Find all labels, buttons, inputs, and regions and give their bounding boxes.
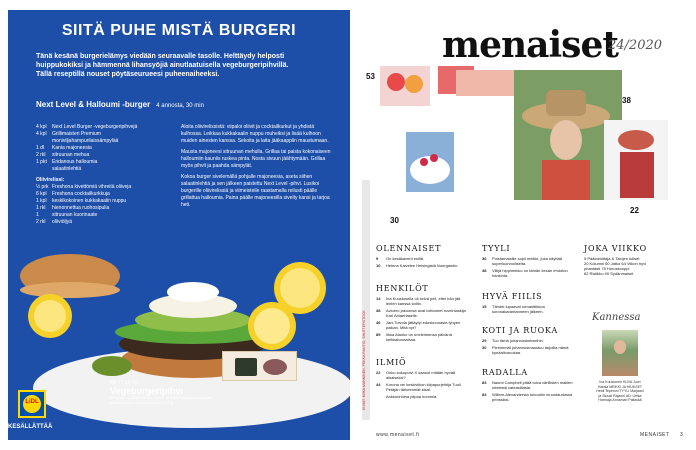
cover-credit: Ina Kuustonen KUVA Juuri Harala MEIKKI JA HIUKSET Heidi Teperoni TYYLI Marjaani ja Stuudi Rajaoni AD: Ulrika Harmaja Annamari Pallaskä [596,380,644,402]
entry-page: 29 [482,338,487,343]
ingredient [36,124,176,131]
ad-headline: SIITÄ PUHE MISTÄ BURGERI [61,22,297,39]
entry-page: 83 [482,380,487,385]
contents-entry[interactable] [376,256,472,261]
burger-photo [8,248,350,440]
entry-text: Viilijä hippimekko on tämän kesän ehdoton hankinta. [492,268,568,278]
section-koti-ja-ruoka [482,326,580,357]
entry-page: 89 [376,332,381,337]
entry-page: 84 [482,392,487,397]
ingredient-quantity: 1 [36,212,39,218]
ingredient-name: Kania majoneesia [52,145,92,151]
weekly-items [584,256,684,276]
ingredient-quantity: ½ prk [36,184,49,190]
method-step: Kokoa burger sivelemällä pohjalle majoneesia, aseta siihen salaatinlehtiä ja sen jälkeen paistettu Next Level -pihvi. Lusikoi burgerille oliivirelissiä ja viimeisteile raastamalla reilusti päälle grillattua halloumia. Paina päälle majoneesilla sivelty kansi ja tarjoa heti. [181,174,330,208]
image-page-number: 53 [366,72,375,81]
contents-entry[interactable] [482,256,580,266]
ingredient [36,145,176,152]
pavlova-icon [410,156,450,184]
image-page-number: 38 [622,96,631,105]
ingredient [36,191,176,198]
ingredient [36,152,176,159]
ingredient-name: moniviljahampurilaissämpylää [52,138,119,144]
scarf-icon [542,160,590,200]
product-package [222,351,297,381]
entry-text: Pienimmät juhannusmaustuu tarjoilla nämä kynäalkuruokaa. [492,345,569,355]
section-tyyli [482,244,580,280]
recipe-servings: 4 annosta, 30 min [156,103,204,109]
ingredient [36,138,176,145]
entry-text: Ilkka Alanko on uneleimensa päivänä kelkkaboussissa. [386,332,452,342]
ingredient [36,166,176,173]
section-hyva-fiilis [482,292,580,316]
cover-label: Kannessa [592,312,641,323]
section-title: TYYLI [482,244,511,253]
section-title: RADALLA [482,368,528,377]
section-title: ILMIÖ [376,358,407,367]
ingredient-quantity: 2 rkl [36,219,46,225]
contents-entry[interactable] [376,332,472,342]
method-step: Aloita oliivirelissistä: viipaloi oliivit ja cocktailkurkut ja yhdistä kulhossa. Leikkaa kukkakaalin nuppu rouheiksi ja lisää kulhoon muiden ainesten kanssa. Sekoita ja laita jääkaappiin maustumaan. [181,124,329,144]
contents-entry[interactable] [376,370,472,380]
contents-collage [368,60,696,230]
cover-thumbnail[interactable] [602,330,638,376]
contents-entry[interactable] [376,320,472,330]
entry-page: 30 [482,345,487,350]
ingredient-quantity: 4 kpl [36,131,47,137]
entry-text: Puistamaisille sopii meikki, joka näyttää superluonnolliselta. [492,256,563,266]
ingredient-quantity: 2 rkl [36,152,46,158]
ingredient [36,219,176,226]
section-title: KOTI JA RUOKA [482,326,559,335]
recipe-name: Next Level & Halloumi -burger [36,100,151,109]
contents-entry[interactable] [482,304,580,314]
hat-icon [618,130,654,150]
contents-entry[interactable] [376,296,472,306]
ingredient [36,205,176,212]
ingredient-quantity: 4 kpl [36,124,47,130]
red-jacket-icon [620,152,654,198]
bun-edge-icon [20,282,120,298]
magazine-title: menaiset [442,24,618,66]
ad-intro [36,52,326,79]
ingredient-name: keskikokoinen kukkakaalin nuppu [52,198,127,204]
lemon-flesh-icon [34,300,66,332]
entry-page: 38 [376,308,381,313]
ingredient-name: sitruunan kuorinaate [52,212,98,218]
ingredient [36,212,176,219]
recipe-title [36,100,204,109]
footer-page-number: 3 [680,432,683,438]
entry-text: Helena Kalvelee Helsingistä Nuorgamiin. [386,263,459,268]
photo-credit: KUVAT: MIIKA MANNINEN, PEKKA RAUTIO, SHUTTERSTOCK [362,310,366,410]
ingredient-name: Freshona cocktailkurkkuja [52,191,110,197]
ingredient [36,131,176,138]
entry-text: Tähdet lupaavat romanttikkoa koronakarantanneen jälkeen. [492,304,545,314]
package-label-icon [235,358,257,376]
recipe-method [181,124,331,213]
weekly-item[interactable]: phantasti 78 Horoskooppi [584,266,630,271]
image-page-number: 22 [630,206,639,215]
ingredient-quantity: 1 rkl [36,205,46,211]
berry-icon [420,158,428,166]
ingredient-name: Next Level Burger -vegeburgeripihvejä [52,124,138,130]
logo-text: LiDL [25,399,39,405]
contents-entry[interactable] [482,338,580,343]
contents-entry[interactable] [482,380,580,390]
hat-crown-icon [546,90,586,116]
entry-page: 38 [482,268,487,273]
image-page-number: 30 [390,216,399,225]
section-joka-viikko [584,244,684,276]
section-radalla [482,368,580,404]
contents-entry[interactable] [376,394,472,399]
product-name: Vegeburgeripihvi [110,386,184,396]
ingredient-name: oliiviöljyä [52,219,73,225]
entry-text: Willem-Alexandersta tuhoutiin muuntaudossa prinssiksi. [492,392,573,402]
entry-page: 36 [482,256,487,261]
entry-text: Naomi Campbell pitää tulva värillisten mallien mielestä cateasillasta. [492,380,573,390]
ingredient [36,159,176,166]
entry-page [376,394,386,399]
ingredient-name: hienonnettua ruohosipulia [52,205,110,211]
entry-page: 22 [376,370,381,375]
footer-brand: MENAISET [640,432,670,438]
ingredient-list [36,124,176,226]
cover-face-icon [614,340,626,354]
weekly-item[interactable]: 82 Ristikko 90 Sydänmaiset [584,271,634,276]
olive-bowl-icon [92,356,132,376]
section-henkilot [376,284,472,344]
entry-page: 14 [376,296,381,301]
section-title: OLENNAISET [376,244,442,253]
contents-entry[interactable] [376,382,472,392]
ad-intro-line: Tällä reseptillä nouset pöytäseurueesi puheenaiheeksi. [36,71,220,78]
berry-icon [430,154,438,162]
entry-text: Ankkurinhina piipaa hommia. [386,394,438,399]
ingredient-name: Freshona kivettömiä vihreitä oliiveja [52,184,132,190]
entry-page: 46 [376,320,381,325]
contents-entry[interactable] [482,392,580,402]
ingredient-quantity: 6 kpl [36,191,47,197]
contents-entry[interactable] [482,268,580,278]
ad-intro-line: Tänä kesänä burgerielämys viedään seuraavalle tasolle. Helttäydy helposti [36,53,285,60]
section-title: HYVÄ FIILIS [482,292,543,301]
popsicle-icon [387,73,405,91]
product-info [110,380,225,406]
ingredient-name: Eridanous halloumia [52,159,98,165]
ingredient [36,198,176,205]
entry-text: Ina Kuustosella oli selvä peli, ettei hän jää leirien kanssa kotiin. [386,296,461,306]
ingredient-quantity: 1 kpl [36,198,47,204]
patty-preview-icon [263,359,287,375]
section-olennaiset [376,244,472,270]
entry-text: On kesäkaverit esillä. [386,256,425,261]
ingredient-quantity: 1 dl [36,145,45,151]
product-description: herkullinen & vaikka herne-, vehnä- ja soijaproteiinista valmistettu proteiinipitoinen vegeburgeripihvi | 227 g [110,396,212,405]
ingredient-quantity: 1 pkt [36,159,47,165]
weekly-item[interactable]: 20 Kolumni 60 Jatko 64 Viikon hyvi [584,261,646,266]
method-step: Mausta majoneesi sitruunan mehulla. Grillaa tai paista kokonaiseen halloumiin kauniis ruskea pinta. Nosta sivuun jäähtymään. Grillaa myös pihvit ja paahda sämpylät. [181,149,331,169]
ingredient-quantity [36,138,52,145]
product-brand: NEXT LEVEL [110,380,141,386]
cauliflower-icon [167,282,219,302]
section-ilmio [376,358,472,401]
ingredient-name: sitruunan mehua [52,152,90,158]
contents-entry[interactable] [376,263,472,268]
lemon-flesh-icon [280,268,320,308]
weekly-item[interactable]: 5 Päätoimittaja & Talojen tuliset [584,256,640,261]
lemon-flesh-icon [254,308,290,344]
entry-text: Onko sukupolvi X saanut mitään hyvää aikaiseksi? [386,370,456,380]
entry-page: 10 [376,263,381,268]
section-title: JOKA VIIKKO [584,244,647,253]
entry-text: Tuo tämä juhannuskekseihin. [492,338,544,343]
entry-page: 9 [376,256,379,261]
ingredient-subheading: Oliivirelissi: [36,177,65,183]
lidl-logo [18,390,46,418]
ingredient-name: salaatinlehtiä [52,166,82,172]
contents-entry[interactable] [376,308,472,318]
popsicle-icon [405,75,423,93]
brand-slogan: KESÄLLÄTTÄÄ [8,424,53,430]
ad-intro-line: huippukokiksi ja hämmennä lihansyöjiä ainutlaatuisella vegeburgeripihvillä. [36,62,289,69]
footer-url[interactable]: www.menaiset.fi [376,432,420,438]
face-icon [550,120,582,160]
entry-text: Korona vei keskiviikon kilpapurjehtija Tuuli Petäjän tärkeimmät kisat. [386,382,461,392]
entry-page: 15 [482,304,487,309]
ingredient-name: Grillimaisteri Premium [52,131,101,137]
entry-text: Avioero jakoonsa avat loittoneet ruvelnlaskija Kari Ahiaeriaselle. [386,308,466,318]
entry-text: Jani Toivola jättäytyi eduskunnasta lyhyen paikan. Mitä nyt? [386,320,461,330]
ingredient-quantity [36,166,52,173]
section-title: HENKILÖT [376,284,429,293]
entry-page: 44 [376,382,381,387]
contents-entry[interactable] [482,345,580,355]
issue-number: 24/2020 [608,38,663,53]
ingredient [36,184,176,191]
